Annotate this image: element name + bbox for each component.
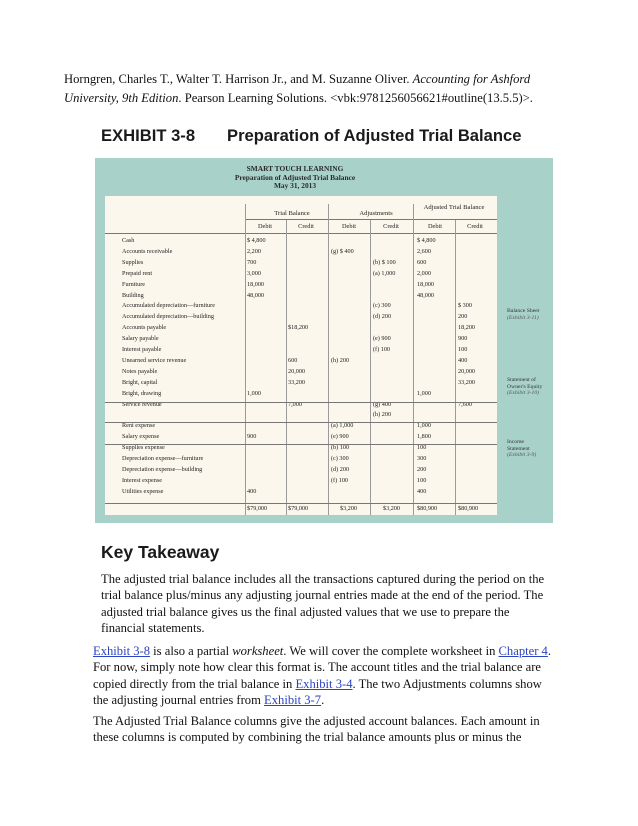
exhibit-3-7-link[interactable]: Exhibit 3-7	[264, 693, 322, 708]
cell-atb-credit: 33,200	[458, 378, 476, 386]
account-name: Unearned service revenue	[122, 356, 187, 364]
account-name: Depreciation expense—building	[122, 465, 203, 473]
total-tb-credit: $79,000	[288, 505, 309, 512]
total-tb-debit: $79,000	[247, 505, 268, 512]
cell-tb-credit: 33,200	[288, 378, 306, 386]
account-name: Supplies	[122, 258, 144, 266]
note-balance-sheet	[507, 308, 539, 321]
account-name: Cash	[122, 237, 135, 244]
p1-italic-worksheet: worksheet	[232, 644, 284, 658]
account-name: Utilities expense	[122, 487, 164, 495]
cell-tb-debit: 900	[247, 433, 257, 441]
subheader-divider	[105, 233, 497, 234]
account-name: Bright, capital	[122, 378, 158, 386]
table-row	[105, 312, 497, 322]
cell-tb-credit: 20,000	[288, 367, 306, 375]
cell-atb-debit: 2,600	[417, 247, 431, 255]
cell-atb-debit: 18,000	[417, 280, 435, 288]
table-row	[105, 454, 497, 464]
table-row	[105, 465, 497, 475]
cell-atb-debit: 200	[417, 465, 427, 473]
cell-atb-credit: 900	[458, 335, 468, 343]
chapter-4-link[interactable]: Chapter 4	[498, 644, 548, 658]
company-name: SMART TOUCH LEARNING	[246, 164, 344, 173]
citation-edition: University, 9th Edition	[64, 91, 179, 105]
account-name: Supplies expense	[122, 444, 165, 452]
section-divider	[105, 402, 497, 403]
account-name: Rent expense	[122, 422, 156, 430]
cell-atb-debit: 600	[417, 258, 427, 266]
account-name: Building	[122, 291, 144, 299]
cell-adj-credit: (h) 200	[373, 411, 392, 419]
cell-atb-credit: 18,200	[458, 324, 476, 332]
header-divider	[245, 219, 497, 220]
table-row	[105, 345, 497, 355]
note-income-ref: (Exhibit 3-9)	[507, 452, 537, 459]
table-row	[105, 476, 497, 486]
sub-tb-debit: Debit	[258, 223, 272, 230]
cell-atb-debit: 2,000	[417, 269, 431, 277]
table-row	[105, 236, 497, 246]
exhibit-caption	[95, 165, 495, 191]
total-atb-debit: $80,900	[417, 505, 438, 512]
cell-atb-credit: 100	[458, 346, 468, 353]
table-row	[105, 269, 497, 279]
p1-text-2: . We will cover the complete worksheet in	[283, 644, 499, 658]
cell-adj-credit: (b) $ 100	[373, 258, 396, 266]
sub-adj-credit: Credit	[383, 223, 399, 230]
exhibit-image	[95, 158, 553, 523]
p1-text-1: is also a partial	[150, 644, 233, 658]
account-name: Accounts receivable	[122, 247, 173, 255]
report-date: May 31, 2013	[273, 181, 317, 191]
cell-adj-debit: (c) 300	[331, 455, 349, 462]
cell-tb-debit: 700	[247, 258, 257, 266]
cell-tb-debit: $ 4,800	[247, 237, 266, 244]
note-owners-equity	[507, 377, 542, 397]
table-row	[105, 487, 497, 497]
table-row	[105, 410, 497, 420]
cell-adj-debit: (b) 100	[331, 444, 350, 452]
cell-atb-credit: 200	[458, 313, 468, 321]
cell-adj-debit: (a) 1,000	[331, 422, 354, 430]
table-row	[105, 334, 497, 344]
total-adj-credit: $3,200	[383, 505, 401, 512]
cell-adj-credit: (f) 100	[373, 346, 391, 353]
table-row	[105, 258, 497, 268]
account-name: Salary payable	[122, 335, 159, 343]
account-name: Accounts payable	[122, 324, 167, 332]
account-name: Accumulated depreciation—furniture	[122, 302, 215, 310]
account-name: Accumulated depreciation—building	[122, 313, 214, 321]
cell-tb-credit: 600	[288, 356, 298, 364]
p1-text-5: .	[321, 693, 325, 708]
cell-atb-debit: 1,000	[417, 422, 431, 430]
cell-atb-debit: 1,800	[417, 433, 431, 441]
cell-adj-credit: (g) 400	[373, 400, 392, 408]
section-divider	[105, 422, 497, 423]
cell-atb-credit: 20,000	[458, 367, 476, 375]
note-income-line2: Statement	[507, 445, 530, 452]
cell-atb-debit: $ 4,800	[417, 237, 436, 244]
note-income-statement	[507, 439, 536, 459]
cell-atb-debit: 300	[417, 455, 427, 462]
cell-adj-credit: (a) 1,000	[373, 269, 396, 277]
cell-adj-debit: (f) 100	[331, 476, 349, 484]
cell-atb-debit: 400	[417, 487, 427, 495]
note-income-line1: Income	[507, 439, 525, 445]
sub-atb-credit: Credit	[467, 223, 483, 230]
cell-adj-debit: (h) 200	[331, 356, 350, 364]
citation-publisher: . Pearson Learning Solutions. <vbk:9781256056621#outline(13.5.5)>.	[178, 91, 533, 105]
table-row	[105, 367, 497, 377]
group-adjustments: Adjustments	[359, 210, 393, 217]
totals-row	[105, 504, 497, 514]
account-name: Furniture	[122, 280, 146, 288]
section-divider	[105, 444, 497, 445]
note-balance-sheet-label: Balance Sheet	[507, 308, 540, 314]
table-row	[105, 301, 497, 311]
account-name: Notes payable	[122, 367, 158, 375]
citation-book-title: Accounting for Ashford	[412, 72, 531, 86]
account-name: Interest payable	[122, 346, 162, 353]
sub-adj-debit: Debit	[342, 223, 356, 230]
cell-atb-credit: 400	[458, 356, 468, 364]
cell-atb-credit: 7,600	[458, 400, 472, 408]
exhibit-3-4-link[interactable]: Exhibit 3-4	[295, 676, 353, 691]
exhibit-3-8-link[interactable]: Exhibit 3-8	[93, 644, 151, 658]
table-row	[105, 389, 497, 399]
account-name: Service revenue	[122, 400, 162, 408]
cell-adj-debit: (g) $ 400	[331, 247, 354, 255]
cell-atb-debit: 100	[417, 444, 427, 452]
table-row	[105, 432, 497, 442]
cell-tb-credit: $18,200	[288, 324, 309, 332]
exhibit-title: Preparation of Adjusted Trial Balance	[227, 126, 522, 145]
account-name: Prepaid rent	[122, 269, 153, 277]
group-trial-balance: Trial Balance	[274, 210, 310, 217]
citation	[64, 70, 564, 108]
cell-adj-debit: (d) 200	[331, 465, 350, 473]
cell-adj-credit: (e) 900	[373, 335, 391, 343]
note-owners-equity-line2: Owner's Equity	[507, 383, 543, 390]
table-row	[105, 356, 497, 366]
cell-adj-debit: (e) 900	[331, 433, 349, 441]
cell-atb-debit: 100	[417, 476, 427, 484]
cell-atb-debit: 48,000	[417, 291, 435, 299]
cell-tb-debit: 3,000	[247, 269, 261, 277]
account-name: Bright, drawing	[122, 389, 162, 397]
table-row	[105, 323, 497, 333]
cell-tb-debit: 2,200	[247, 247, 261, 255]
cell-tb-debit: 400	[247, 487, 257, 495]
note-balance-sheet-ref: (Exhibit 3-11)	[507, 314, 539, 321]
sub-atb-debit: Debit	[428, 223, 442, 230]
exhibit-label: EXHIBIT 3-8	[101, 126, 196, 145]
paragraph-worksheet	[93, 643, 558, 709]
citation-authors: Horngren, Charles T., Walter T. Harrison Jr., and M. Suzanne Oliver.	[64, 72, 413, 86]
cell-adj-credit: (d) 200	[373, 313, 392, 321]
account-name: Salary expense	[122, 433, 160, 441]
cell-tb-debit: 48,000	[247, 291, 265, 299]
paragraph-adjusted-balances: The Adjusted Trial Balance columns give the adjusted account balances. Each amount in these columns is computed by combining the trial balance amounts plus or minus the	[93, 714, 540, 745]
cell-tb-debit: 1,000	[247, 389, 261, 397]
group-adjusted-trial-balance: Adjusted Trial Balance	[423, 204, 485, 211]
total-adj-debit: $3,200	[340, 505, 358, 512]
key-takeaway-title: Key Takeaway	[101, 542, 220, 562]
table-row	[105, 400, 497, 410]
table-row	[105, 291, 497, 301]
note-owners-equity-ref: (Exhibit 3-10)	[507, 390, 540, 397]
account-name: Depreciation expense—furniture	[122, 455, 204, 462]
report-name: Preparation of Adjusted Trial Balance	[234, 172, 356, 182]
cell-adj-credit: (c) 300	[373, 302, 391, 310]
worksheet	[105, 196, 497, 515]
table-row	[105, 280, 497, 290]
cell-tb-debit: 18,000	[247, 280, 265, 288]
note-owners-equity-line1: Statement of	[507, 377, 536, 383]
cell-atb-debit: 1,000	[417, 389, 431, 397]
cell-atb-credit: $ 300	[458, 302, 472, 310]
p1-text-3: . For now, simply note how clear this format is. The account titles and the trial balance are copied directly from the trial balance in	[93, 644, 551, 691]
key-takeaway-body: The adjusted trial balance includes all the transactions captured during the period on the trial balance plus/minus any adjusting journal entries made at the end of the period. The adjusted trial balance gives us the final adjusted values that we use to prepare the financial statements.	[101, 572, 545, 636]
table-row	[105, 247, 497, 257]
sub-tb-credit: Credit	[298, 223, 314, 230]
account-name: Interest expense	[122, 476, 163, 484]
table-row	[105, 378, 497, 388]
total-atb-credit: $80,900	[458, 505, 479, 512]
p1-text-4: . The two Adjustments columns show the adjusting journal entries from	[93, 676, 542, 708]
cell-tb-credit: 7,000	[288, 400, 302, 408]
